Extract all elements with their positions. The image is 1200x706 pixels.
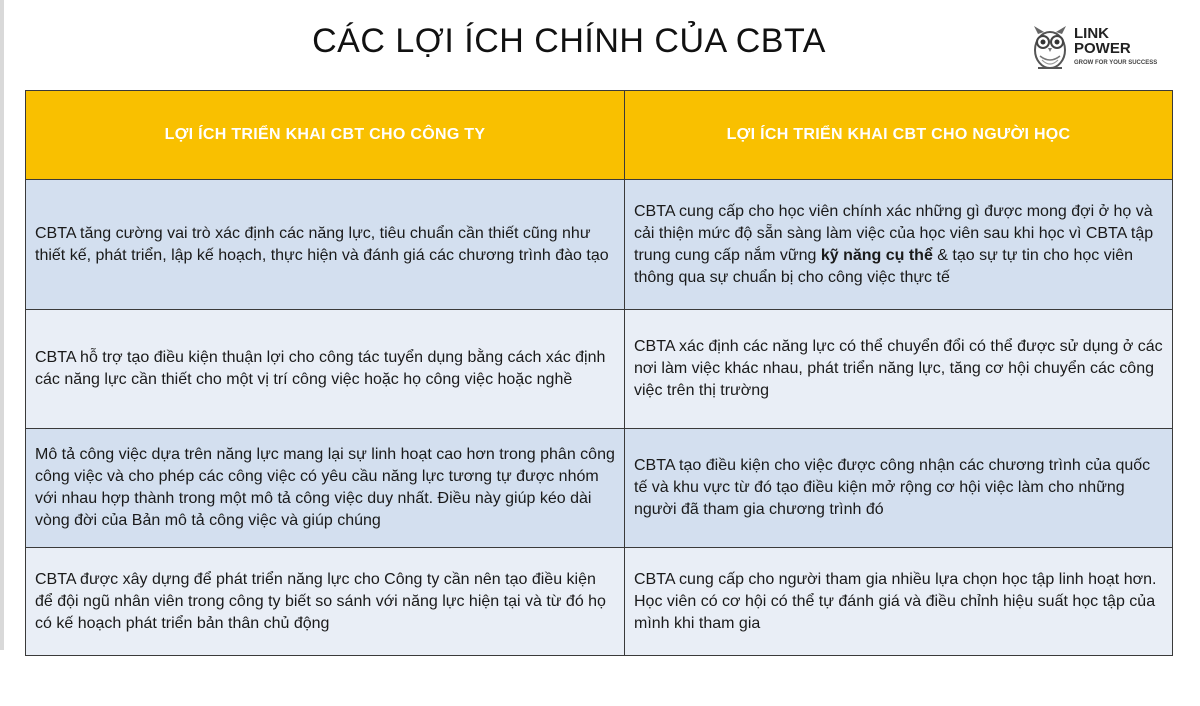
page-title: CÁC LỢI ÍCH CHÍNH CỦA CBTA [312, 22, 826, 60]
benefits-table [25, 90, 1173, 656]
learner-benefit-cell: CBTA tạo điều kiện cho việc được công nhận các chương trình của quốc tế và khu vực từ đó tạo điều kiện mở rộng cơ hội việc làm cho những người đã tham gia chương trình đó [625, 429, 1173, 548]
company-benefit-cell: Mô tả công việc dựa trên năng lực mang lại sự linh hoạt cao hơn trong phân công công việc và cho phép các công việc có yêu cầu năng lực tương tự được nhóm với nhau hợp thành trong một mô tả công việc duy nhất. Điều này giúp kéo dài vòng đời của Bản mô tả công việc và giúp chúng [26, 429, 625, 548]
table-header-row [26, 91, 1173, 180]
owl-icon [1030, 24, 1070, 72]
table-row [26, 310, 1173, 429]
learner-benefit-cell: CBTA cung cấp cho học viên chính xác những gì được mong đợi ở họ và cải thiện mức độ sẵn sàng làm việc của học viên sau khi học vì CBTA tập trung cung cấp nắm vững kỹ năng cụ thể & tạo sự tự tin cho học viên thông qua sự chuẩn bị cho công việc thực tế [625, 180, 1173, 310]
table-row [26, 548, 1173, 656]
logo-text: LINK POWER [1074, 25, 1131, 57]
table-row [26, 429, 1173, 548]
learner-benefit-cell: CBTA xác định các năng lực có thể chuyển đổi có thể được sử dụng ở các nơi làm việc khác nhau, phát triển năng lực, tăng cơ hội chuyển các công việc trên thị trường [625, 310, 1173, 429]
company-benefit-cell: CBTA tăng cường vai trò xác định các năng lực, tiêu chuẩn cần thiết cũng như thiết kế, phát triển, lập kế hoạch, thực hiện và đánh giá các chương trình đào tạo [26, 180, 625, 310]
learner-benefit-cell: CBTA cung cấp cho người tham gia nhiều lựa chọn học tập linh hoạt hơn. Học viên có cơ hội có thể tự đánh giá và điều chỉnh hiệu suất học tập của mình khi tham gia [625, 548, 1173, 656]
emphasis-text: kỹ năng cụ thể [820, 246, 933, 264]
logo-tagline: GROW FOR YOUR SUCCESS [1074, 60, 1158, 66]
company-benefit-cell: CBTA hỗ trợ tạo điều kiện thuận lợi cho công tác tuyển dụng bằng cách xác định các năng lực cần thiết cho một vị trí công việc hoặc họ công việc hoặc nghề [26, 310, 625, 429]
company-benefit-cell: CBTA được xây dựng để phát triển năng lực cho Công ty cần nên tạo điều kiện để đội ngũ nhân viên trong công ty biết so sánh với năng lực hiện tại và từ đó họ có kế hoạch phát triển bản thân chủ động [26, 548, 625, 656]
table-row [26, 180, 1173, 310]
slide-left-edge [0, 0, 4, 650]
link-power-logo [1030, 24, 1180, 74]
header-learner-benefits: LỢI ÍCH TRIỂN KHAI CBT CHO NGƯỜI HỌC [625, 91, 1173, 180]
header-company-benefits: LỢI ÍCH TRIỂN KHAI CBT CHO CÔNG TY [26, 91, 625, 180]
